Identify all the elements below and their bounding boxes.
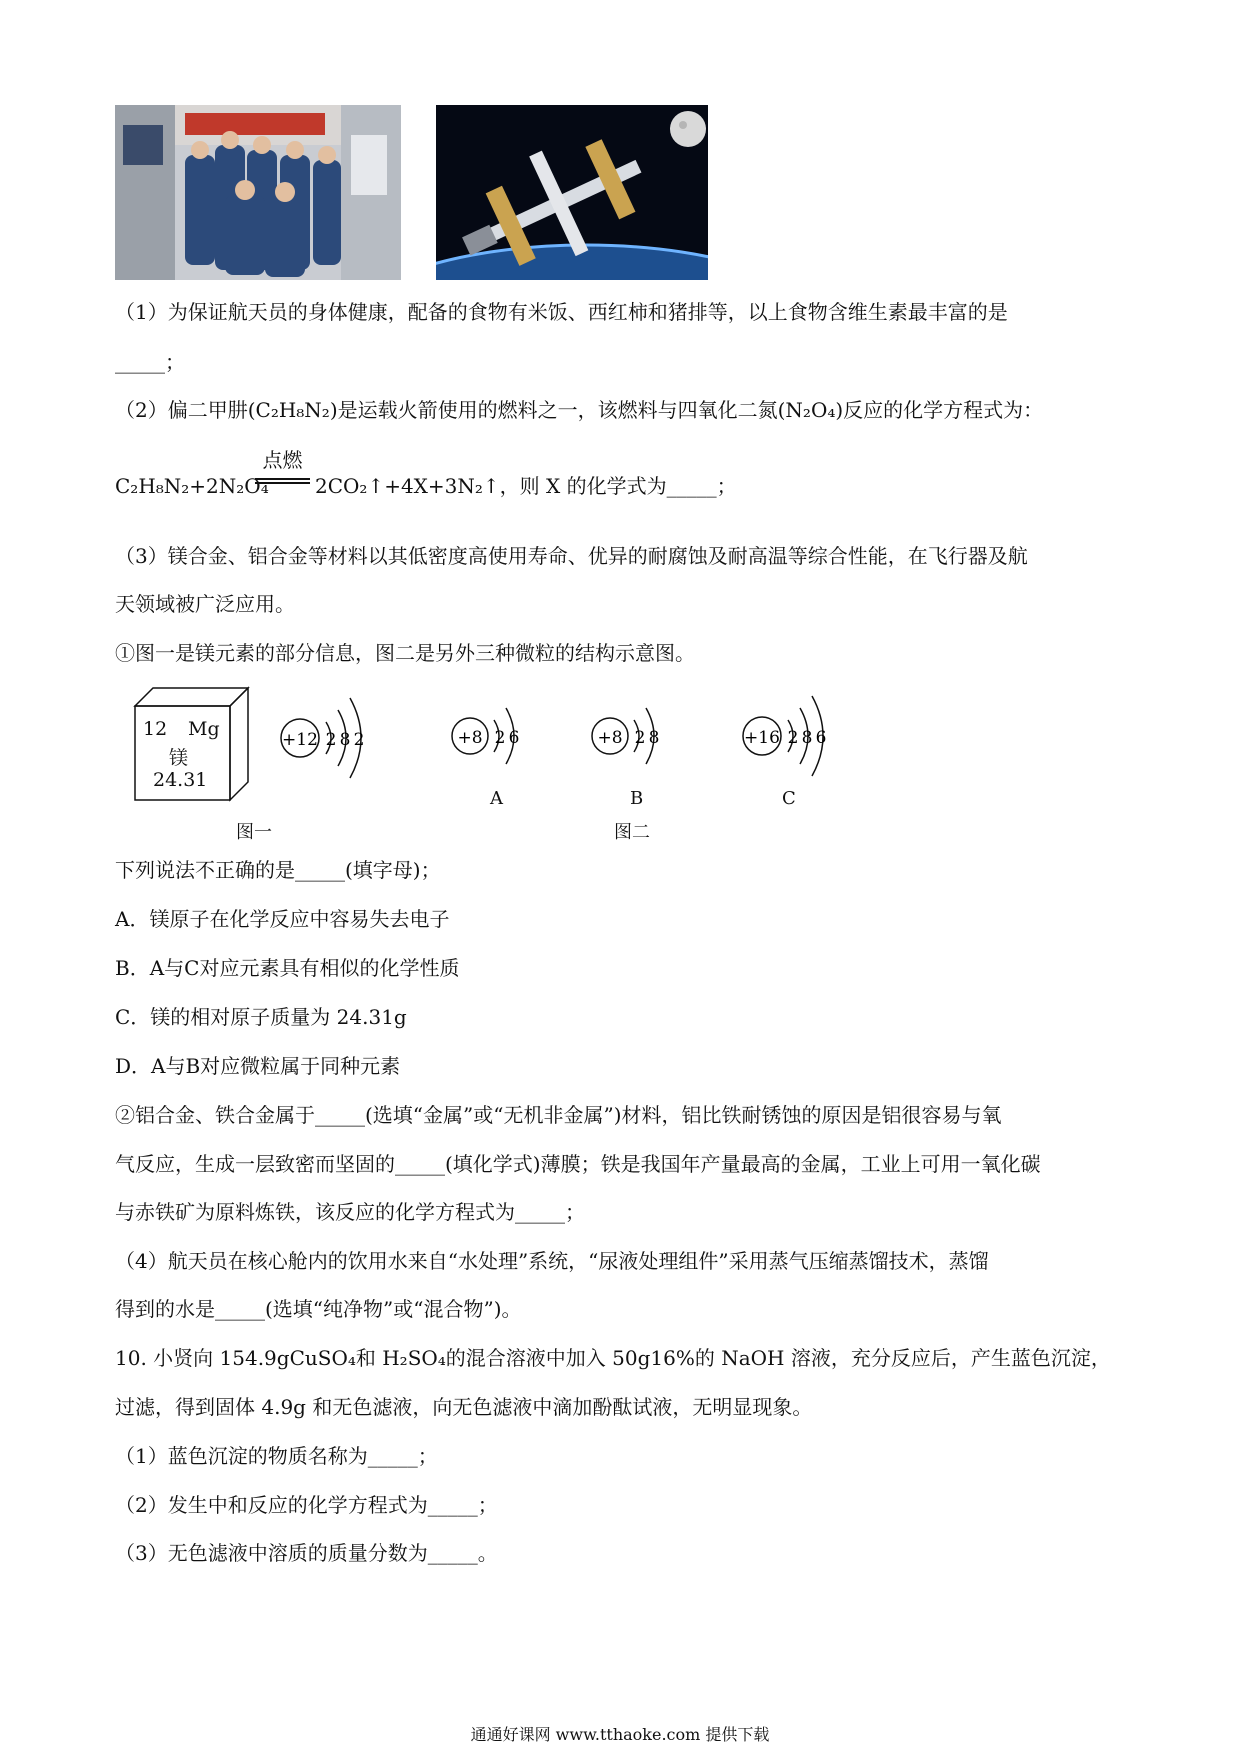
reaction-condition: 点燃 [262,448,303,472]
q9-part3-sub2-line2: 气反应，生成一层致密而坚固的_____(填化学式)薄膜；铁是我国年产量最高的金属，工业上可用一氧化碳 [115,1152,1041,1176]
q10-sub3: （3）无色滤液中溶质的质量分数为_____。 [115,1541,498,1565]
mg-shell-2: 8 [339,730,351,750]
reaction-equation [115,448,735,508]
particle-c-shell-1: 2 [787,728,799,748]
atomic-mass: 24.31 [153,769,208,791]
particle-b-diagram [586,696,676,776]
particle-b-shell-2: 8 [648,728,660,748]
option-d: D．A与B对应微粒属于同种元素 [115,1054,401,1078]
particle-c-shell-3: 6 [815,728,827,748]
element-name: 镁 [169,747,189,769]
q10-sub1: （1）蓝色沉淀的物质名称为_____； [115,1444,438,1468]
mg-atom-diagram [274,688,384,788]
q10-sub2: （2）发生中和反应的化学方程式为_____； [115,1493,498,1517]
particle-a-nucleus: +8 [457,728,483,748]
q9-part3-sub1: ①图一是镁元素的部分信息，图二是另外三种微粒的结构示意图。 [115,641,695,665]
particle-c-nucleus: +16 [744,728,780,748]
figure-two-caption: 图二 [614,822,650,843]
q9-part2-line1: （2）偏二甲肼(C₂H₈N₂)是运载火箭使用的燃料之一，该燃料与四氧化二氮(N₂O₄)反应的化学方程式为： [115,398,1044,422]
q9-part3-line1: （3）镁合金、铝合金等材料以其低密度高使用寿命、优异的耐腐蚀及耐高温等综合性能，在飞行器及航 [115,544,1028,568]
q9-part3-sub2-line3: 与赤铁矿为原料炼铁，该反应的化学方程式为_____； [115,1200,585,1224]
q9-part1-line2: _____； [115,350,185,374]
particle-b-shell-1: 2 [634,728,646,748]
mg-shell-3: 2 [353,730,365,750]
q10-line2: 过滤，得到固体 4.9g 和无色滤液，向无色滤液中滴加酚酞试液，无明显现象。 [115,1395,813,1419]
equation-right: 2CO₂↑+4X+3N₂↑，则 X 的化学式为_____； [315,474,737,498]
equation-left: C₂H₈N₂+2N₂O₄ [115,474,269,498]
space-station-photo [436,105,708,280]
particle-b-nucleus: +8 [597,728,623,748]
footer-source[interactable]: 通通好课网 www.tthaoke.com 提供下载 [470,1725,770,1744]
particle-a-diagram [446,696,536,776]
particle-a-shell-1: 2 [494,728,506,748]
equals-sign [255,478,310,484]
particle-c-label: C [782,788,796,809]
astronauts-photo [115,105,401,280]
figure-one-caption: 图一 [236,822,272,843]
particle-a-label: A [490,788,503,809]
element-cube [133,686,255,802]
q9-choice-question: 下列说法不正确的是_____(填字母)； [115,858,441,882]
element-symbol: Mg [188,718,220,740]
option-b: B．A与C对应元素具有相似的化学性质 [115,956,460,980]
q9-part3-sub2-line1: ②铝合金、铁合金属于_____(选填“金属”或“无机非金属”)材料，铝比铁耐锈蚀的原因是铝很容易与氧 [115,1103,1002,1127]
particle-b-label: B [630,788,644,809]
mg-shell-1: 2 [325,730,337,750]
particle-c-shell-2: 8 [801,728,813,748]
atomic-number: 12 [143,718,168,740]
q9-part3-line2: 天领域被广泛应用。 [115,592,295,616]
q10-line1: 10. 小贤向 154.9gCuSO₄和 H₂SO₄的混合溶液中加入 50g16%的 NaOH 溶液，充分反应后，产生蓝色沉淀， [115,1346,1111,1370]
q9-part4-line1: （4）航天员在核心舱内的饮用水来自“水处理”系统，“尿液处理组件”采用蒸气压缩蒸馏技术，蒸馏 [115,1249,989,1273]
mg-nucleus-charge: +12 [282,730,318,750]
particle-a-shell-2: 6 [508,728,520,748]
q9-part4-line2: 得到的水是_____(选填“纯净物”或“混合物”)。 [115,1297,522,1321]
option-a: A．镁原子在化学反应中容易失去电子 [115,907,450,931]
option-c: C．镁的相对原子质量为 24.31g [115,1005,407,1029]
q9-part1-line1: （1）为保证航天员的身体健康，配备的食物有米饭、西红柿和猪排等，以上食物含维生素最丰富的是 [115,300,1008,324]
particle-c-diagram [738,688,848,788]
